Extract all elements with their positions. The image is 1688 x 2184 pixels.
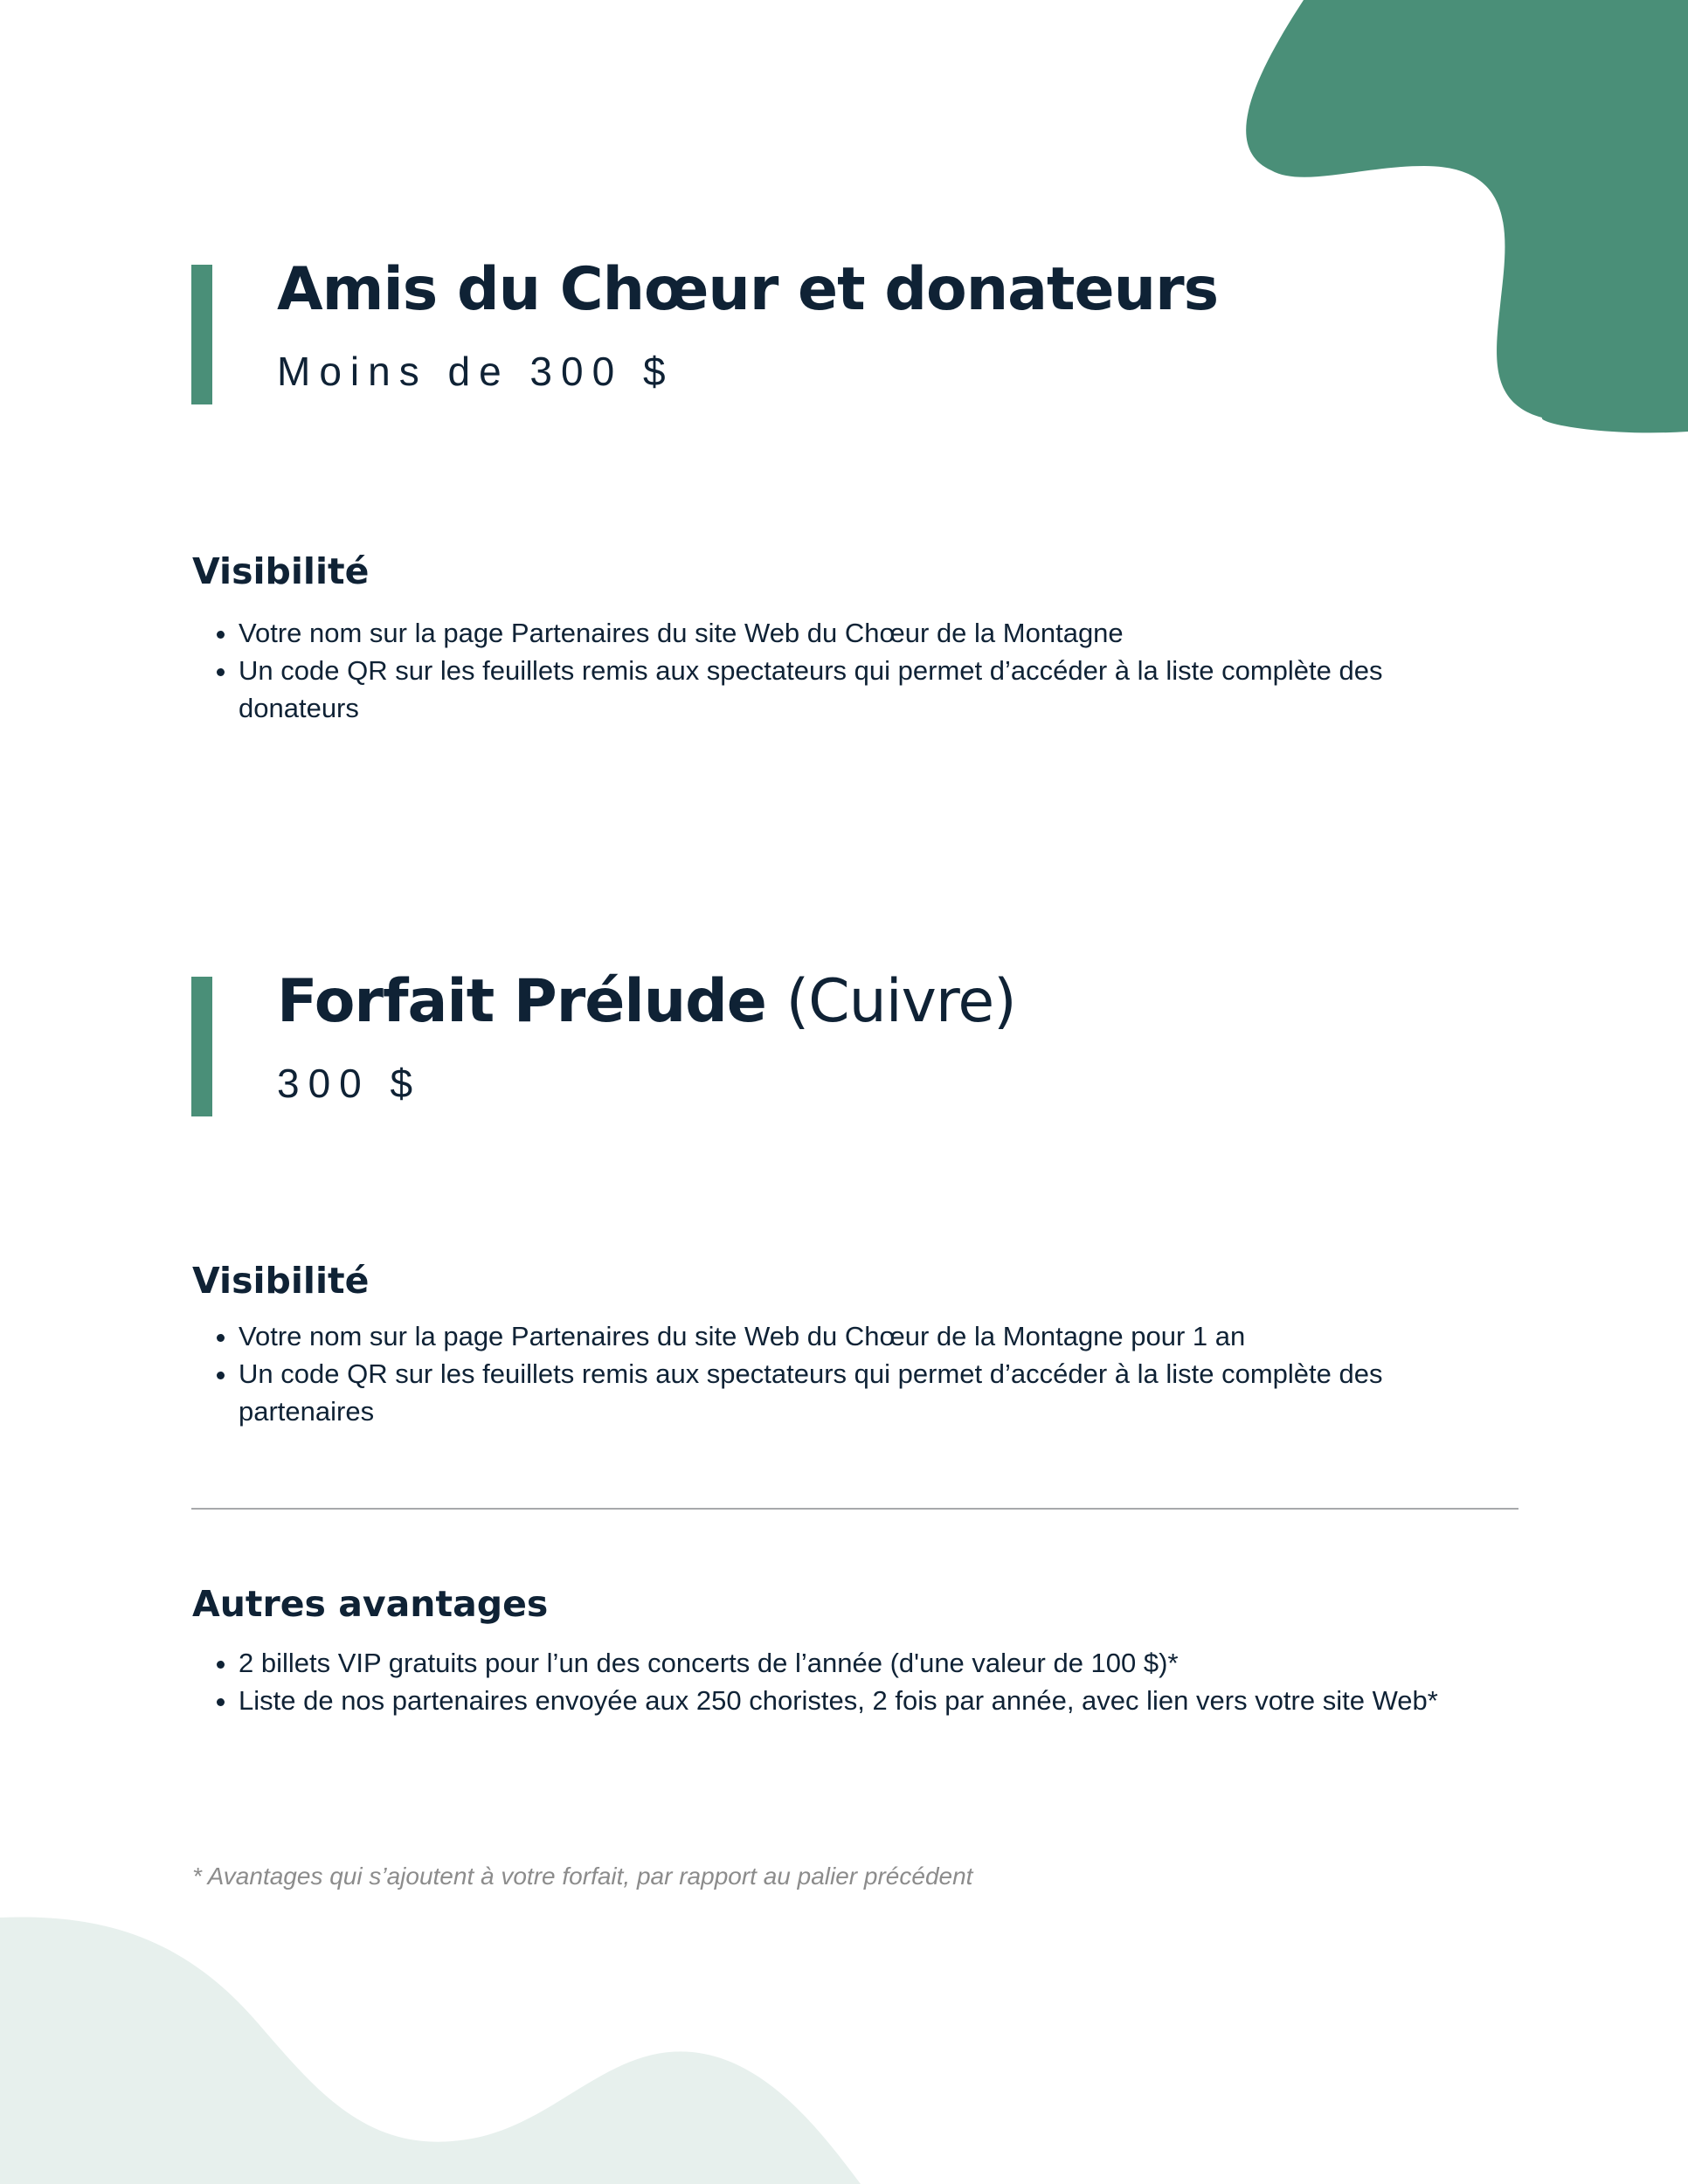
section2-visibility-list: [192, 1317, 1427, 1430]
section2-title-light: (Cuivre): [785, 967, 1016, 1036]
bottom-left-pale-blob: [0, 1917, 861, 2184]
list-item: • Votre nom sur la page Partenaires du site Web du Chœur de la Montagne: [239, 614, 1427, 652]
section2-header: [191, 967, 1016, 1116]
section1-title: Amis du Chœur et donateurs: [277, 255, 1219, 324]
list-item: • 2 billets VIP gratuits pour l’un des concerts de l’année (d'une valeur de 100 $)*: [239, 1644, 1602, 1682]
section1-header: [191, 255, 1219, 404]
section2-visibility-heading: Visibilité: [192, 1260, 370, 1302]
section2-title-bold: Forfait Prélude: [277, 967, 766, 1036]
list-item: • Un code QR sur les feuillets remis aux spectateurs qui permet d’accéder à la liste complète des donateurs: [239, 652, 1427, 727]
list-item: • Liste de nos partenaires envoyée aux 250 choristes, 2 fois par année, avec lien vers votre site Web*: [239, 1682, 1602, 1719]
footnote: * Avantages qui s’ajoutent à votre forfait, par rapport au palier précédent: [192, 1863, 973, 1890]
section2-price: 300 $: [277, 1061, 422, 1106]
list-item: • Votre nom sur la page Partenaires du site Web du Chœur de la Montagne pour 1 an: [239, 1317, 1427, 1355]
section1-visibility-list: [192, 614, 1427, 727]
section-divider: [191, 1508, 1519, 1510]
list-item: • Un code QR sur les feuillets remis aux spectateurs qui permet d’accéder à la liste complète des partenaires: [239, 1355, 1427, 1430]
section1-price: Moins de 300 $: [277, 349, 675, 394]
section1-visibility-heading: Visibilité: [192, 550, 370, 592]
section2-title: [277, 967, 1016, 1036]
other-benefits-heading: Autres avantages: [192, 1583, 549, 1625]
other-benefits-list: [192, 1644, 1602, 1719]
top-right-green-blob: [1246, 0, 1688, 432]
